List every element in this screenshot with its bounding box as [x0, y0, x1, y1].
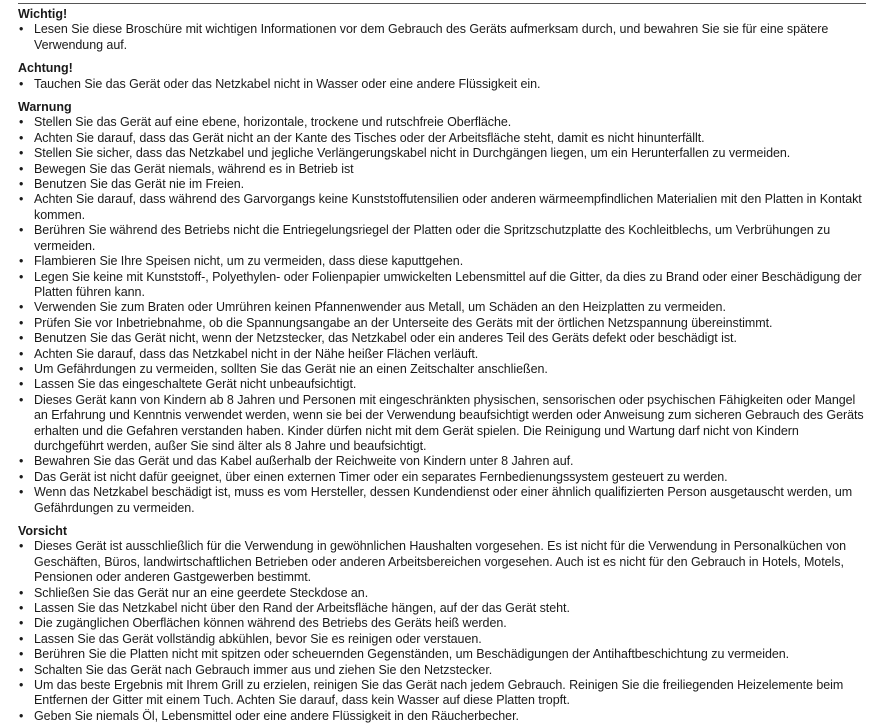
bullet-list	[18, 539, 866, 724]
list-item-text: Tauchen Sie das Gerät oder das Netzkabel nicht in Wasser oder eine andere Flüssigkeit ein.	[34, 76, 541, 91]
list-item	[18, 362, 866, 377]
section-wichtig	[18, 7, 866, 53]
list-item-text: Berühren Sie die Platten nicht mit spitzen oder scheuernden Gegenständen, um Beschädigungen der Antihaftbeschichtung zu vermeiden.	[34, 647, 790, 662]
list-item-text: Flambieren Sie Ihre Speisen nicht, um zu vermeiden, dass diese kaputtgehen.	[34, 254, 464, 269]
bullet-icon: •	[19, 130, 24, 145]
list-item-text: Prüfen Sie vor Inbetriebnahme, ob die Spannungsangabe an der Unterseite des Geräts mit der örtlichen Netzspannung übereinstimmt.	[34, 315, 773, 330]
bullet-icon: •	[19, 601, 24, 616]
bullet-icon: •	[19, 223, 24, 238]
list-item-text: Berühren Sie während des Betriebs nicht die Entriegelungsriegel der Platten oder die Spritzschutzplatte des Kochleitblechs, um Verbrühungen zu vermeiden.	[34, 223, 831, 253]
list-item-text: Geben Sie niemals Öl, Lebensmittel oder eine andere Flüssigkeit in den Räucherbecher.	[34, 708, 519, 723]
list-item	[18, 632, 866, 647]
list-item-text: Das Gerät ist nicht dafür geeignet, über einen externen Timer oder ein separates Fernbedienungssystem gesteuert zu werden.	[34, 469, 728, 484]
list-item-text: Lesen Sie diese Broschüre mit wichtigen Informationen vor dem Gebrauch des Geräts aufmerksam durch, und bewahren Sie sie für eine spätere Verwendung auf.	[34, 22, 829, 52]
bullet-icon: •	[19, 377, 24, 392]
bullet-list	[18, 22, 866, 53]
list-item-text: Stellen Sie sicher, dass das Netzkabel und jegliche Verlängerungskabel nicht in Durchgängen liegen, um ein Herunterfallen zu vermeiden.	[34, 146, 791, 161]
bullet-icon: •	[19, 76, 24, 91]
bullet-icon: •	[19, 146, 24, 161]
bullet-icon: •	[19, 469, 24, 484]
bullet-icon: •	[19, 115, 24, 130]
list-item-text: Lassen Sie das eingeschaltete Gerät nicht unbeaufsichtigt.	[34, 377, 357, 392]
bullet-icon: •	[19, 708, 24, 723]
bullet-icon: •	[19, 177, 24, 192]
bullet-icon: •	[19, 331, 24, 346]
bullet-icon: •	[19, 585, 24, 600]
bullet-icon: •	[19, 485, 24, 500]
list-item	[18, 709, 866, 724]
bullet-icon: •	[19, 22, 24, 37]
list-item	[18, 470, 866, 485]
section-achtung	[18, 61, 866, 92]
bullet-icon: •	[19, 254, 24, 269]
list-item	[18, 393, 866, 455]
list-item-text: Schalten Sie das Gerät nach Gebrauch immer aus und ziehen Sie den Netzstecker.	[34, 662, 493, 677]
list-item	[18, 162, 866, 177]
list-item-text: Um das beste Ergebnis mit Ihrem Grill zu erzielen, reinigen Sie das Gerät nach jedem Gebrauch. Reinigen Sie die freiliegenden Heizelemente beim Entfernen der Gitter mit einem Tuch. Achten Sie darauf, dass kein Wasser auf diese Platten tropft.	[34, 678, 844, 708]
list-item	[18, 115, 866, 130]
section-heading: Achtung!	[18, 61, 73, 76]
bullet-icon: •	[19, 616, 24, 631]
list-item	[18, 539, 866, 585]
list-item-text: Lassen Sie das Netzkabel nicht über den Rand der Arbeitsfläche hängen, auf der das Gerät steht.	[34, 601, 570, 616]
list-item	[18, 347, 866, 362]
list-item-text: Die zugänglichen Oberflächen können während des Betriebs des Geräts heiß werden.	[34, 616, 507, 631]
list-item-text: Legen Sie keine mit Kunststoff-, Polyethylen- oder Folienpapier umwickelten Lebensmittel auf die Gitter, da dies zu Brand oder einer Beschädigung der Platten führen kann.	[34, 269, 862, 299]
list-item-text: Benutzen Sie das Gerät nie im Freien.	[34, 177, 245, 192]
list-item	[18, 254, 866, 269]
list-item	[18, 270, 866, 301]
list-item	[18, 22, 866, 53]
section-heading: Warnung	[18, 100, 72, 115]
list-item-text: Bewegen Sie das Gerät niemals, während es in Betrieb ist	[34, 161, 354, 176]
list-item	[18, 663, 866, 678]
bullet-icon: •	[19, 161, 24, 176]
list-item	[18, 586, 866, 601]
bullet-list	[18, 77, 866, 92]
bullet-icon: •	[19, 647, 24, 662]
list-item	[18, 485, 866, 516]
bullet-icon: •	[19, 346, 24, 361]
list-item	[18, 192, 866, 223]
list-item-text: Achten Sie darauf, dass während des Garvorgangs keine Kunststoffutensilien oder anderen wärmeempfindlichen Materialien mit den Platten in Kontakt kommen.	[34, 192, 862, 222]
top-divider	[18, 3, 866, 4]
list-item	[18, 377, 866, 392]
list-item-text: Verwenden Sie zum Braten oder Umrühren keinen Pfannenwender aus Metall, um Schäden an den Heizplatten zu vermeiden.	[34, 300, 726, 315]
list-item-text: Achten Sie darauf, dass das Netzkabel nicht in der Nähe heißer Flächen verläuft.	[34, 346, 479, 361]
list-item	[18, 454, 866, 469]
list-item-text: Dieses Gerät kann von Kindern ab 8 Jahren und Personen mit eingeschränkten physischen, sensorischen oder psychischen Fähigkeiten oder Mangel an Erfahrung und Kenntnis verwendet werden, wenn sie bei der Verwendung beaufsichtigt werden oder Anweisung zum sicheren Gebrauch des Geräts erhalten und die Gefahren verstanden haben. Kinder dürfen nicht mit dem Gerät spielen. Die Reinigung und Wartung darf nicht von Kindern durchgeführt werden, außer Sie sind älter als 8 Jahre und beaufsichtigt.	[34, 392, 864, 453]
list-item-text: Benutzen Sie das Gerät nicht, wenn der Netzstecker, das Netzkabel oder ein anderes Teil des Geräts defekt oder beschädigt ist.	[34, 331, 737, 346]
list-item	[18, 177, 866, 192]
bullet-icon: •	[19, 678, 24, 693]
list-item-text: Stellen Sie das Gerät auf eine ebene, horizontale, trockene und rutschfreie Oberfläche.	[34, 115, 512, 130]
list-item-text: Achten Sie darauf, dass das Gerät nicht an der Kante des Tisches oder der Arbeitsfläche steht, damit es nicht hinunterfällt.	[34, 130, 705, 145]
list-item	[18, 300, 866, 315]
bullet-list	[18, 115, 866, 516]
list-item	[18, 647, 866, 662]
section-vorsicht	[18, 524, 866, 724]
list-item-text: Schließen Sie das Gerät nur an eine geerdete Steckdose an.	[34, 585, 369, 600]
bullet-icon: •	[19, 315, 24, 330]
bullet-icon: •	[19, 454, 24, 469]
safety-instructions	[18, 7, 866, 724]
bullet-icon: •	[19, 392, 24, 407]
list-item	[18, 678, 866, 709]
list-item-text: Um Gefährdungen zu vermeiden, sollten Sie das Gerät nie an einen Zeitschalter anschließen.	[34, 361, 548, 376]
section-heading: Vorsicht	[18, 524, 68, 538]
list-item	[18, 77, 866, 92]
bullet-icon: •	[19, 192, 24, 207]
bullet-icon: •	[19, 539, 24, 554]
list-item	[18, 316, 866, 331]
list-item-text: Bewahren Sie das Gerät und das Kabel außerhalb der Reichweite von Kindern unter 8 Jahren auf.	[34, 454, 574, 469]
bullet-icon: •	[19, 361, 24, 376]
list-item-text: Dieses Gerät ist ausschließlich für die Verwendung in gewöhnlichen Haushalten vorgesehen. Es ist nicht für die Verwendung in Personalküchen von Geschäften, Büros, landwirtschaftlichen Betrieben oder anderen Arbeitsbereichen vorgesehen. Auch ist es nicht für den Gebrauch in Hotels, Motels, Pensionen oder anderen Gastgewerben bestimmt.	[34, 539, 847, 585]
bullet-icon: •	[19, 269, 24, 284]
section-warnung	[18, 100, 866, 516]
bullet-icon: •	[19, 300, 24, 315]
list-item	[18, 146, 866, 161]
list-item	[18, 331, 866, 346]
section-heading: Wichtig!	[18, 7, 68, 21]
list-item	[18, 601, 866, 616]
list-item-text: Wenn das Netzkabel beschädigt ist, muss es vom Hersteller, dessen Kundendienst oder einer ähnlich qualifizierten Person ausgetauscht werden, um Gefährdungen zu vermeiden.	[34, 485, 853, 515]
list-item-text: Lassen Sie das Gerät vollständig abkühlen, bevor Sie es reinigen oder verstauen.	[34, 631, 482, 646]
bullet-icon: •	[19, 662, 24, 677]
bullet-icon: •	[19, 631, 24, 646]
list-item	[18, 223, 866, 254]
list-item	[18, 131, 866, 146]
list-item	[18, 616, 866, 631]
